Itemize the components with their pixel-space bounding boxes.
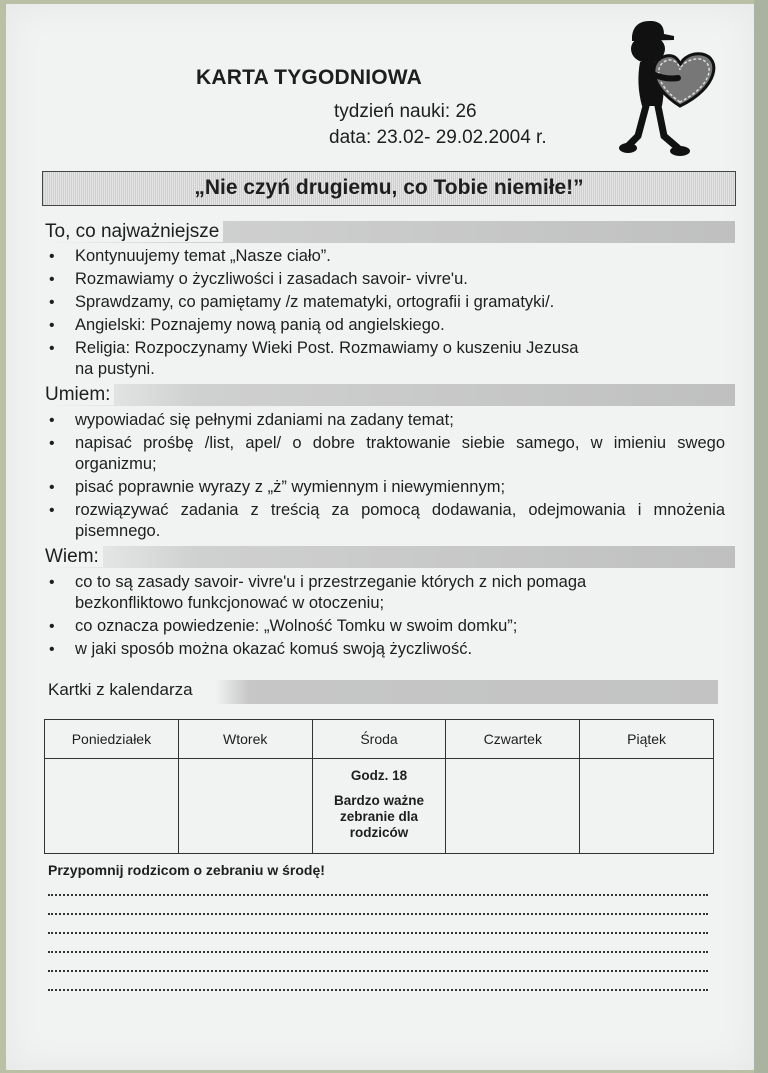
table-row bbox=[45, 759, 714, 854]
writing-line bbox=[48, 951, 708, 953]
section-heading-calendar: Kartki z kalendarza bbox=[48, 680, 718, 704]
can-list bbox=[45, 410, 725, 544]
background-edge bbox=[754, 0, 768, 1073]
page-title: KARTA TYGODNIOWA bbox=[196, 66, 423, 89]
writing-line bbox=[48, 970, 708, 972]
list-item: • Religia: Rozpoczynamy Wieki Post. Rozmawiamy o kuszeniu Jezusa na pustyni. bbox=[45, 338, 735, 380]
list-item: • Angielski: Poznajemy nową panią od angielskiego. bbox=[45, 315, 735, 336]
list-item: • Rozmawiamy o życzliwości i zasadach savoir- vivre'u. bbox=[45, 269, 735, 290]
meeting-note: Bardzo ważne zebranie dla rodziców bbox=[333, 793, 424, 840]
day-cell-wednesday bbox=[312, 759, 446, 854]
section-heading-know: Wiem: bbox=[45, 546, 735, 568]
day-cell-tuesday bbox=[178, 759, 312, 854]
writing-line bbox=[48, 913, 708, 915]
day-header-wednesday: Środa bbox=[312, 720, 446, 759]
day-cell-friday bbox=[580, 759, 714, 854]
table-row bbox=[45, 720, 714, 759]
day-cell-monday bbox=[45, 759, 179, 854]
section-heading-can: Umiem: bbox=[45, 384, 735, 406]
writing-line bbox=[48, 932, 708, 934]
list-item: • Kontynuujemy temat „Nasze ciało”. bbox=[45, 246, 735, 267]
writing-line bbox=[48, 989, 708, 991]
date-range: data: 23.02- 29.02.2004 r. bbox=[329, 127, 547, 148]
day-header-tuesday: Wtorek bbox=[178, 720, 312, 759]
list-item: • co to są zasady savoir- vivre'u i przestrzeganie których z nich pomaga bezkonfliktowo funkcjonować w otoczeniu; bbox=[45, 572, 685, 614]
list-item: • pisać poprawnie wyrazy z „ż” wymiennym i niewymiennym; bbox=[45, 477, 725, 498]
cartoon-figure-holding-heart-icon bbox=[618, 14, 728, 160]
important-list bbox=[45, 246, 735, 382]
writing-line bbox=[48, 894, 708, 896]
motto-banner bbox=[42, 171, 736, 206]
reminder-text: Przypomnij rodzicom o zebraniu w środę! bbox=[48, 862, 325, 878]
know-list bbox=[45, 572, 685, 662]
day-header-thursday: Czwartek bbox=[446, 720, 580, 759]
list-item: • co oznacza powiedzenie: „Wolność Tomku w swoim domku”; bbox=[45, 616, 685, 637]
week-number: tydzień nauki: 26 bbox=[334, 101, 477, 122]
motto-text: „Nie czyń drugiemu, co Tobie niemiłe!” bbox=[194, 176, 584, 199]
day-header-monday: Poniedziałek bbox=[45, 720, 179, 759]
list-item: • napisać prośbę /list, apel/ o dobre traktowanie siebie samego, w imieniu swego organizmu; bbox=[45, 433, 725, 475]
section-heading-important: To, co najważniejsze bbox=[45, 221, 735, 243]
day-header-friday: Piątek bbox=[580, 720, 714, 759]
list-item: • rozwiązywać zadania z treścią za pomocą dodawania, odejmowania i mnożenia pisemnego. bbox=[45, 500, 725, 542]
meeting-time: Godz. 18 bbox=[350, 768, 408, 783]
list-item: • wypowiadać się pełnymi zdaniami na zadany temat; bbox=[45, 410, 725, 431]
list-item: • w jaki sposób można okazać komuś swoją życzliwość. bbox=[45, 639, 685, 660]
list-item: • Sprawdzamy, co pamiętamy /z matematyki, ortografii i gramatyki/. bbox=[45, 292, 735, 313]
weekly-calendar-table bbox=[44, 719, 714, 854]
day-cell-thursday bbox=[446, 759, 580, 854]
